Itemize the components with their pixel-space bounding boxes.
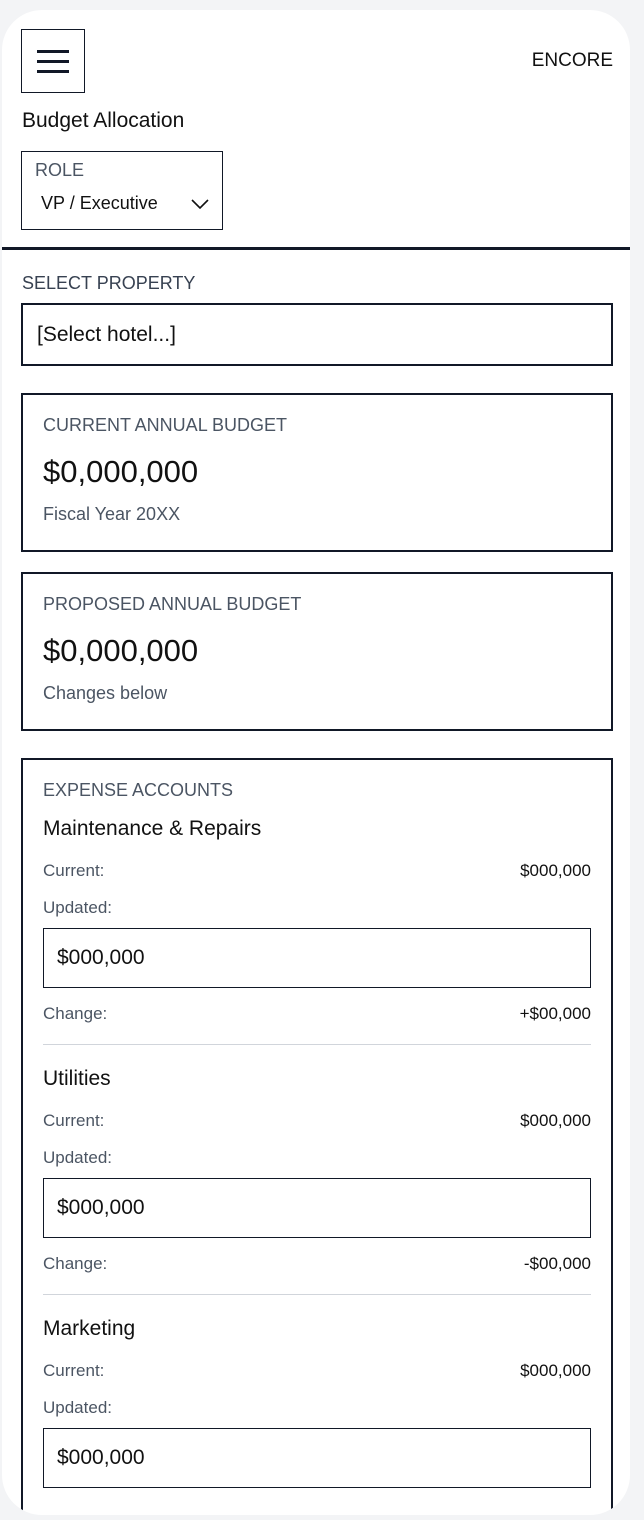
expense-accounts-card	[21, 758, 613, 1515]
expense-accounts-label: EXPENSE ACCOUNTS	[43, 780, 234, 800]
current-value: $000,000	[520, 861, 591, 880]
brand-logo: ENCORE	[531, 50, 613, 71]
hamburger-icon	[37, 50, 69, 53]
proposed-budget-card	[21, 572, 613, 731]
role-select[interactable]	[21, 151, 223, 230]
chevron-down-icon	[191, 199, 209, 209]
role-value: VP / Executive	[41, 193, 158, 213]
change-value: -$00,000	[523, 1254, 591, 1273]
current-budget-note: Fiscal Year 20XX	[43, 504, 181, 524]
current-value: $000,000	[520, 1111, 591, 1130]
role-label: ROLE	[35, 160, 85, 180]
updated-label: Updated:	[43, 898, 112, 917]
current-label: Current:	[43, 1111, 105, 1130]
expense-account	[43, 1067, 591, 1295]
menu-button[interactable]	[21, 29, 85, 93]
account-divider	[43, 1294, 591, 1295]
header-divider	[2, 247, 630, 250]
updated-input[interactable]: $000,000	[43, 1428, 591, 1488]
page-title: Budget Allocation	[22, 109, 185, 132]
current-budget-label: CURRENT ANNUAL BUDGET	[43, 415, 288, 435]
current-budget-amount: $0,000,000	[43, 454, 199, 489]
account-name: Utilities	[43, 1067, 111, 1090]
updated-label: Updated:	[43, 1148, 112, 1167]
updated-label: Updated:	[43, 1398, 112, 1417]
updated-input[interactable]: $000,000	[43, 928, 591, 988]
current-label: Current:	[43, 861, 105, 880]
current-label: Current:	[43, 1361, 105, 1380]
hamburger-icon	[37, 70, 69, 73]
proposed-budget-note: Changes below	[43, 683, 168, 703]
account-divider	[43, 1044, 591, 1045]
updated-input[interactable]: $000,000	[43, 1178, 591, 1238]
proposed-budget-label: PROPOSED ANNUAL BUDGET	[43, 594, 302, 614]
account-name: Maintenance & Repairs	[43, 817, 262, 840]
proposed-budget-amount: $0,000,000	[43, 633, 199, 668]
account-name: Marketing	[43, 1317, 136, 1340]
app-card	[2, 10, 630, 1515]
change-label: Change:	[43, 1254, 108, 1273]
select-property-label: SELECT PROPERTY	[22, 273, 196, 293]
change-label: Change:	[43, 1004, 108, 1023]
change-value: +$00,000	[519, 1004, 591, 1023]
expense-account	[43, 1317, 591, 1488]
current-budget-card	[21, 393, 613, 552]
hamburger-icon	[37, 60, 69, 63]
expense-account	[43, 817, 591, 1045]
current-value: $000,000	[520, 1361, 591, 1380]
property-select[interactable]: [Select hotel...]	[21, 303, 613, 366]
